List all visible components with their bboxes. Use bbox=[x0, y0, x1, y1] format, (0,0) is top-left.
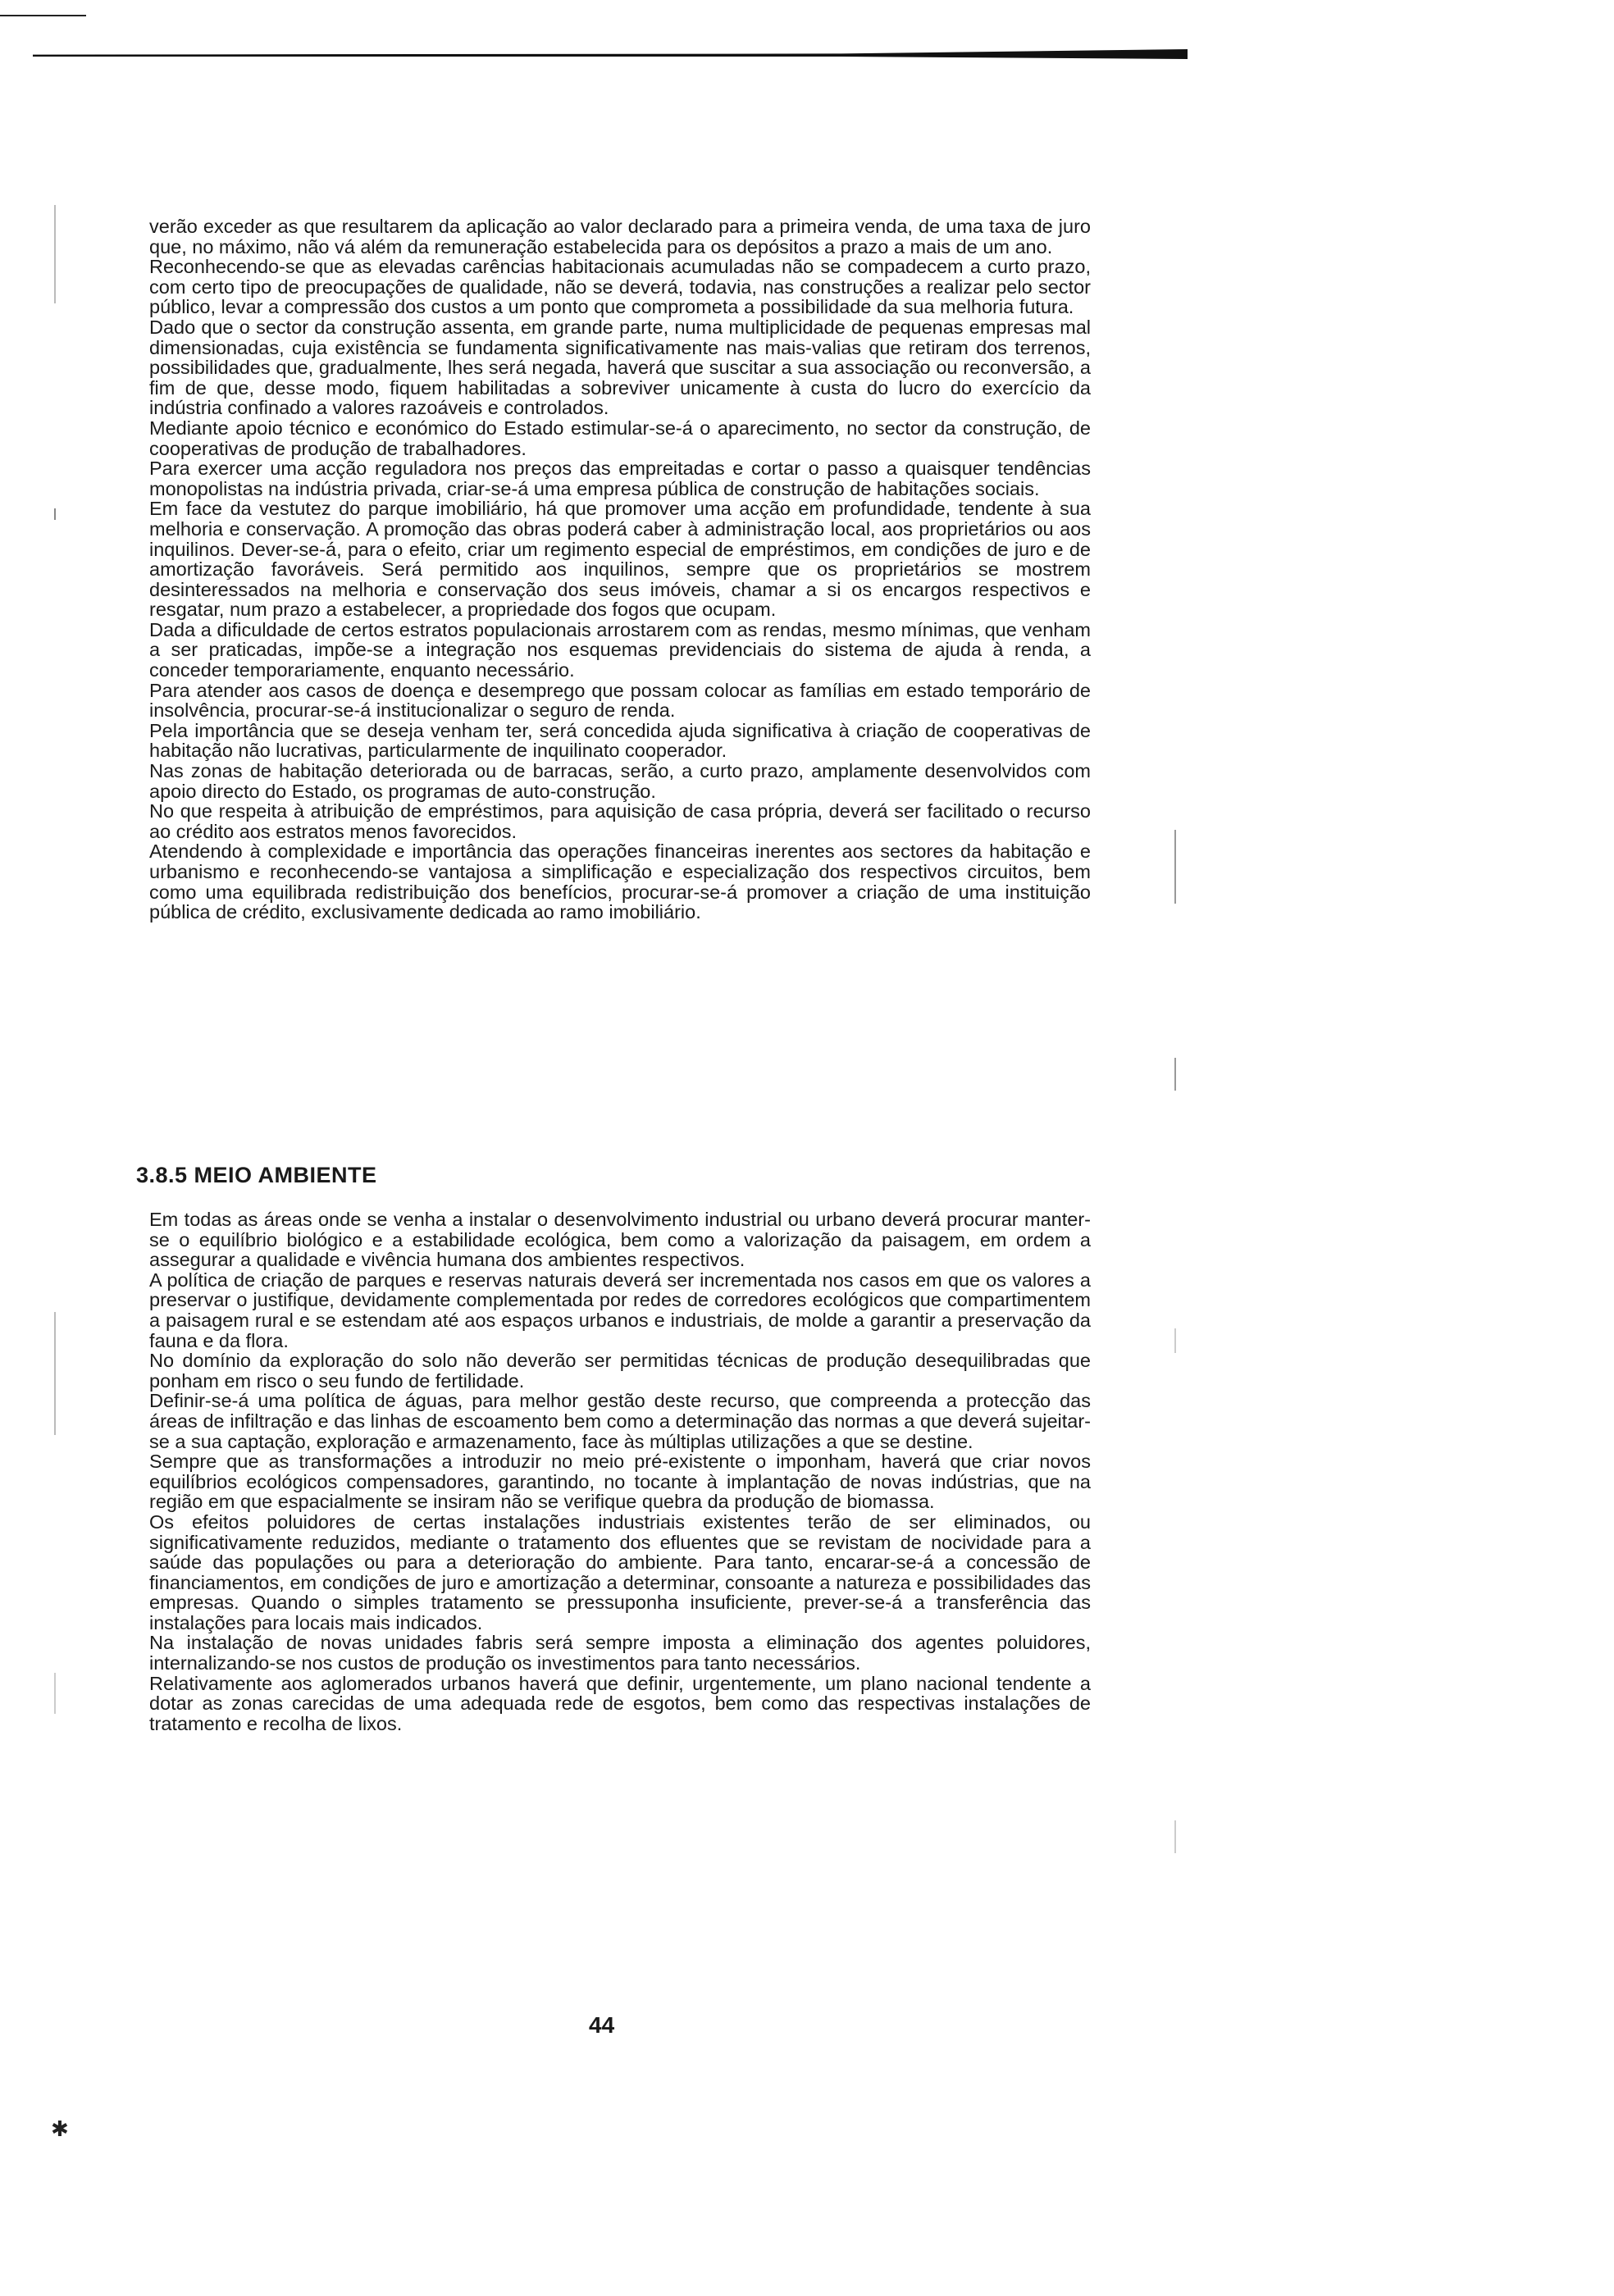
paragraph: Reconhecendo-se que as elevadas carências habitacionais acumuladas não se compadecem a curto prazo, com certo tipo de preocupações de qualidade, não se deverá, todavia, nas construções a realizar pelo sector público, levar a compressão dos custos a um ponto que comprometa a possibilidade da sua melhoria futura. bbox=[149, 256, 1091, 318]
paragraph: Dado que o sector da construção assenta, em grande parte, numa multiplicidade de pequenas empresas mal dimensionadas, cuja existência se fundamenta significativamente nas mais-valias que retiram dos terrenos, possibilidades que, gradualmente, lhes será negada, haverá que suscitar a sua associação ou reconversão, a fim de que, desse modo, fiquem habilitadas a sobreviver unicamente à custa do lucro do exercício da indústria confinado a valores razoáveis e controlados. bbox=[149, 316, 1091, 419]
scan-mark bbox=[1174, 1328, 1176, 1353]
header-rule bbox=[33, 49, 1188, 59]
paragraph: A política de criação de parques e reservas naturais deverá ser incrementada nos casos em que os valores a preservar o justifique, devidamente complementada por redes de corredores ecológicos que compartimentem a paisagem rural e se estendam até aos espaços urbanos e industriais, de molde a garantir a preservação da fauna e da flora. bbox=[149, 1269, 1091, 1351]
paragraph: Mediante apoio técnico e económico do Estado estimular-se-á o aparecimento, no sector da construção, de cooperativas de produção de trabalhadores. bbox=[149, 417, 1091, 459]
paragraph: No que respeita à atribuição de empréstimos, para aquisição de casa própria, deverá ser facilitado o recurso ao crédito aos estratos menos favorecidos. bbox=[149, 800, 1091, 842]
scan-speck-icon: ✱ bbox=[51, 2117, 69, 2142]
scan-mark bbox=[54, 1312, 56, 1435]
paragraph: Na instalação de novas unidades fabris será sempre imposta a eliminação dos agentes poluidores, internalizando-se nos custos de produção os investimentos para tanto necessários. bbox=[149, 1632, 1091, 1674]
scan-mark bbox=[1174, 1058, 1176, 1091]
scan-mark bbox=[1174, 1820, 1176, 1853]
paragraph: Em todas as áreas onde se venha a instalar o desenvolvimento industrial ou urbano deverá procurar manter-se o equilíbrio biológico e a estabilidade ecológica, bem como a valorização da paisagem, em ordem a assegurar a qualidade e vivência humana dos ambientes respectivos. bbox=[149, 1209, 1091, 1271]
paragraph: Para atender aos casos de doença e desemprego que possam colocar as famílias em estado temporário de insolvência, procurar-se-á institucionalizar o seguro de renda. bbox=[149, 679, 1091, 722]
scan-mark bbox=[54, 508, 56, 520]
top-left-rule bbox=[0, 15, 86, 16]
paragraph: Pela importância que se deseja venham ter, será concedida ajuda significativa à criação de cooperativas de habitação não lucrativas, particularmente de inquilinato cooperador. bbox=[149, 719, 1091, 762]
paragraph: verão exceder as que resultarem da aplicação ao valor declarado para a primeira venda, de uma taxa de juro que, no máximo, não vá além da remuneração estabelecida para os depósitos a prazo a mais de um ano. bbox=[149, 216, 1091, 257]
page-number: 44 bbox=[589, 2012, 615, 2038]
scan-mark bbox=[1174, 830, 1176, 904]
paragraph: Para exercer uma acção reguladora nos preços das empreitadas e cortar o passo a quaisquer tendências monopolistas na indústria privada, criar-se-á uma empresa pública de construção de habitações sociais. bbox=[149, 458, 1091, 499]
housing-section-body bbox=[149, 216, 1091, 922]
paragraph: Sempre que as transformações a introduzir no meio pré-existente o imponham, haverá que criar novos equilíbrios ecológicos compensadores, garantindo, no tocante à implantação de novas indústrias, que na região em que espacialmente se insiram não se verifique quebra da produção de biomassa. bbox=[149, 1451, 1091, 1513]
paragraph: Atendendo à complexidade e importância das operações financeiras inerentes aos sectores da habitação e urbanismo e reconhecendo-se vantajosa a simplificação e especialização dos respectivos circuitos, bem como uma equilibrada redistribuição dos benefícios, procurar-se-á promover a criação de uma instituição pública de crédito, exclusivamente dedicada ao ramo imobiliário. bbox=[149, 840, 1091, 923]
paragraph: Dada a dificuldade de certos estratos populacionais arrostarem com as rendas, mesmo mínimas, que venham a ser praticadas, impõe-se a integração nos esquemas previdenciais do sistema de ajuda à renda, a conceder temporariamente, enquanto necessário. bbox=[149, 618, 1091, 681]
paragraph: Definir-se-á uma política de águas, para melhor gestão deste recurso, que compreenda a protecção das áreas de infiltração e das linhas de escoamento bem como a determinação das normas a que deverá sujeitar-se a sua captação, exploração e armazenamento, face às múltiplas utilizações a que se destine. bbox=[149, 1390, 1091, 1452]
paragraph: Relativamente aos aglomerados urbanos haverá que definir, urgentemente, um plano nacional tendente a dotar as zonas carecidas de uma adequada rede de esgotos, bem como das respectivas instalações de tratamento e recolha de lixos. bbox=[149, 1672, 1091, 1734]
scan-mark bbox=[54, 205, 56, 303]
environment-section-body bbox=[149, 1210, 1091, 1733]
section-heading: 3.8.5 MEIO AMBIENTE bbox=[136, 1163, 377, 1187]
paragraph: Nas zonas de habitação deteriorada ou de barracas, serão, a curto prazo, amplamente desenvolvidos com apoio directo do Estado, os programas de auto-construção. bbox=[149, 760, 1091, 802]
paragraph: Em face da vestutez do parque imobiliário, há que promover uma acção em profundidade, tendente à sua melhoria e conservação. A promoção das obras poderá caber à administração local, aos proprietários ou aos inquilinos. Dever-se-á, para o efeito, criar um regimento especial de empréstimos, em condições de juro e de amortização favoráveis. Será permitido aos inquilinos, sempre que os proprietários se mostrem desinteressados na melhoria e conservação dos seus imóveis, chamar a si os encargos respectivos e resgatar, num prazo a estabelecer, a propriedade dos fogos que ocupam. bbox=[149, 498, 1091, 621]
paragraph: No domínio da exploração do solo não deverão ser permitidas técnicas de produção desequilibradas que ponham em risco o seu fundo de fertilidade. bbox=[149, 1350, 1091, 1392]
scan-mark bbox=[54, 1673, 56, 1714]
paragraph: Os efeitos poluidores de certas instalações industriais existentes terão de ser eliminados, ou significativamente reduzidos, mediante o tratamento dos efluentes que se revistam de nocividade para a saúde das populações ou para a deterioração do ambiente. Para tanto, encarar-se-á a concessão de financiamentos, em condições de juro e amortização a determinar, consoante a natureza e possibilidades das empresas. Quando o simples tratamento se pressuponha insuficiente, prever-se-á a transferência das instalações para locais mais indicados. bbox=[149, 1510, 1091, 1633]
